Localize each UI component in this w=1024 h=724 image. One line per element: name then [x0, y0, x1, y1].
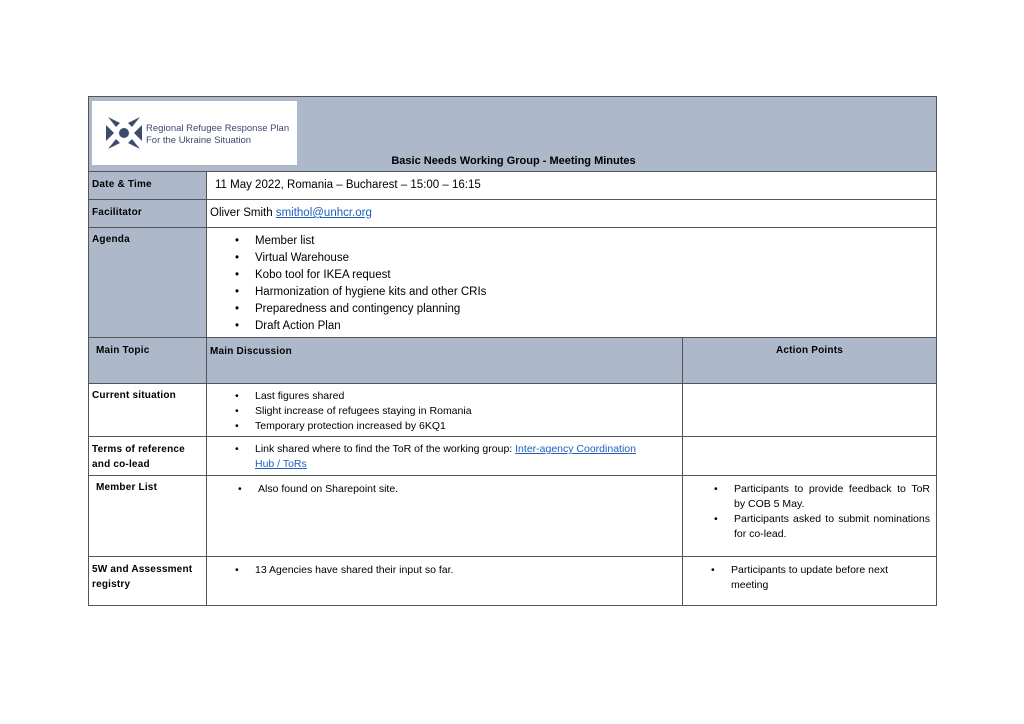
actions-list — [734, 482, 930, 542]
list-item: • 13 Agencies have shared their input so far. — [255, 563, 682, 578]
list-item: • Kobo tool for IKEA request — [255, 267, 936, 284]
date-label: Date & Time — [88, 171, 207, 200]
document-title: Basic Needs Working Group - Meeting Minutes — [391, 155, 636, 167]
logo-text — [146, 123, 289, 147]
discussion-cell — [206, 475, 683, 557]
agenda-label: Agenda — [88, 227, 207, 338]
actions-cell — [682, 436, 937, 476]
col-header-discussion: Main Discussion — [206, 337, 683, 384]
facilitator-name: Oliver Smith — [210, 207, 273, 219]
list-item: • Participants to update before next meeting — [731, 563, 906, 593]
list-item: • Virtual Warehouse — [255, 250, 936, 267]
discussion-cell — [206, 556, 683, 606]
agenda-list — [255, 233, 936, 335]
topic-current-situation: Current situation — [88, 383, 207, 437]
actions-list — [731, 563, 906, 593]
discussion-list — [255, 389, 682, 434]
tor-link-continued[interactable]: Hub / ToRs — [255, 458, 307, 470]
facilitator-label: Facilitator — [88, 199, 207, 228]
list-item: • Slight increase of refugees staying in Romania — [255, 404, 682, 419]
rrp-logo-icon — [104, 113, 144, 153]
topic-terms-of-reference — [88, 436, 207, 476]
discussion-list — [255, 442, 682, 472]
logo-line-1: Regional Refugee Response Plan — [146, 123, 290, 134]
date-value: 11 May 2022, Romania – Bucharest – 15:00 – 16:15 — [206, 171, 937, 200]
topic-member-list: Member List — [88, 475, 207, 557]
discussion-cell — [206, 383, 683, 437]
list-item: • Participants asked to submit nominations for co-lead. — [734, 512, 930, 542]
list-item: • Preparedness and contingency planning — [255, 301, 936, 318]
topic-line: 5W and Assessment — [92, 564, 193, 575]
list-item — [255, 442, 682, 472]
actions-cell — [682, 475, 937, 557]
col-header-actions: Action Points — [682, 337, 937, 384]
actions-cell — [682, 556, 937, 606]
list-item: • Draft Action Plan — [255, 318, 936, 335]
col-header-topic: Main Topic — [88, 337, 207, 384]
discussion-list — [255, 563, 682, 578]
list-item: • Harmonization of hygiene kits and other CRIs — [255, 284, 936, 301]
discussion-list — [258, 482, 682, 497]
discussion-text: Link shared where to find the ToR of the working group: — [255, 443, 516, 455]
facilitator-value — [206, 199, 937, 228]
list-item: • Temporary protection increased by 6KQ1 — [255, 419, 682, 434]
actions-cell — [682, 383, 937, 437]
list-item: • Participants to provide feedback to ToR by COB 5 May. — [734, 482, 930, 512]
header-cell — [88, 96, 937, 172]
discussion-cell — [206, 436, 683, 476]
topic-line: Terms of reference — [92, 444, 185, 455]
facilitator-email-link[interactable]: smithol@unhcr.org — [275, 207, 372, 219]
list-item: • Member list — [255, 233, 936, 250]
topic-line: registry — [92, 579, 131, 590]
meeting-minutes-table — [88, 96, 937, 606]
logo-line-2: For the Ukraine Situation — [146, 135, 252, 146]
topic-line: and co-lead — [92, 459, 150, 470]
list-item: • Last figures shared — [255, 389, 682, 404]
topic-5w-assessment-registry — [88, 556, 207, 606]
list-item: • Also found on Sharepoint site. — [258, 482, 682, 497]
agenda-cell — [206, 227, 937, 338]
tor-link[interactable]: Inter-agency Coordination — [515, 443, 636, 455]
